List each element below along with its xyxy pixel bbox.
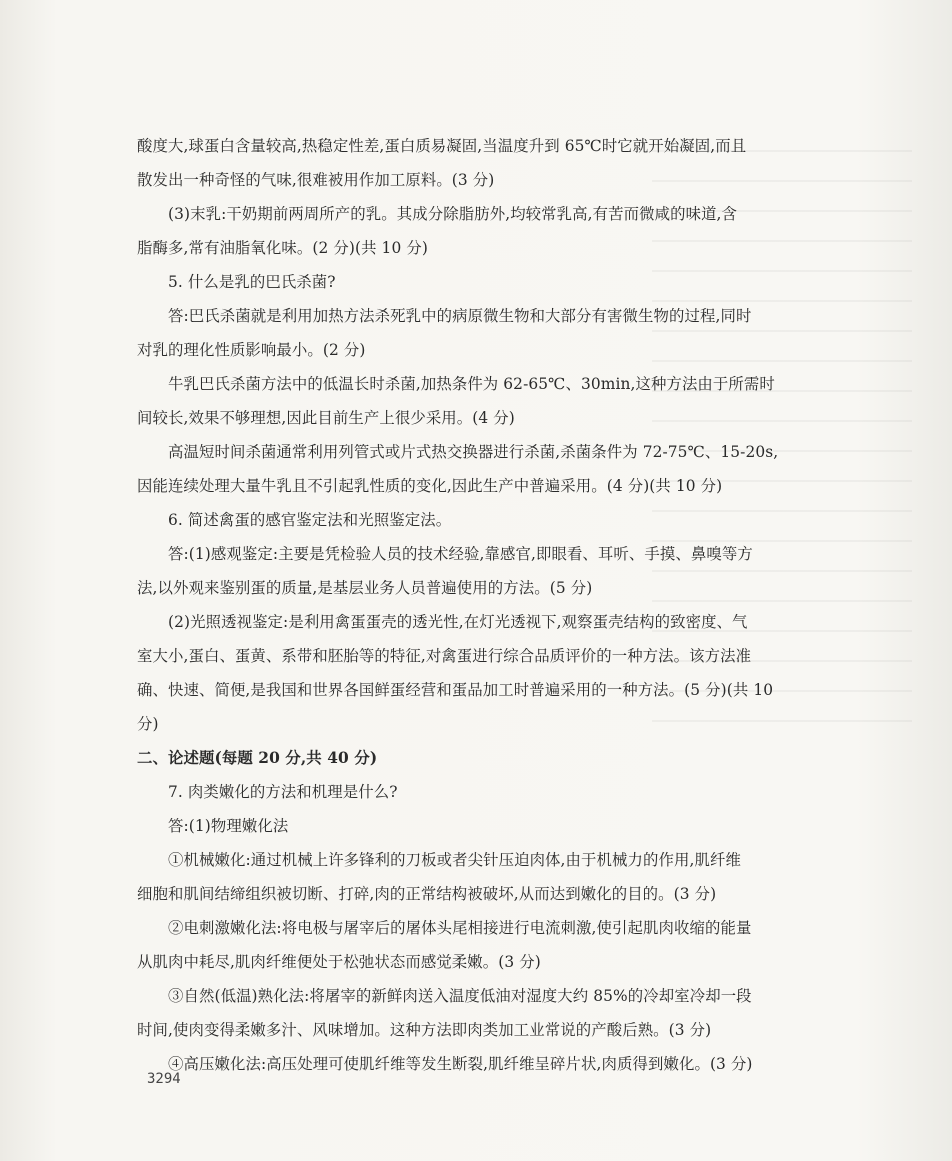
- paragraph-line: ③自然(低温)熟化法:将屠宰的新鲜肉送入温度低油对湿度大约 85%的冷却室冷却一段: [168, 987, 752, 1005]
- page-number: 3294: [147, 1071, 181, 1087]
- paragraph-line: 从肌肉中耗尽,肌肉纤维便处于松弛状态而感觉柔嫩。(3 分): [137, 953, 541, 971]
- paragraph-line: 室大小,蛋白、蛋黄、系带和胚胎等的特征,对禽蛋进行综合品质评价的一种方法。该方法准: [137, 647, 752, 665]
- paragraph-line: 脂酶多,常有油脂氧化味。(2 分)(共 10 分): [137, 239, 428, 257]
- paragraph-line: 答:(1)物理嫩化法: [168, 817, 289, 835]
- paragraph-line: 答:巴氏杀菌就是利用加热方法杀死乳中的病原微生物和大部分有害微生物的过程,同时: [168, 307, 752, 325]
- paragraph-line: 间较长,效果不够理想,因此目前生产上很少采用。(4 分): [137, 409, 515, 427]
- paragraph-line: (3)末乳:干奶期前两周所产的乳。其成分除脂肪外,均较常乳高,有苦而微咸的味道,含: [168, 205, 738, 223]
- paragraph-line: ②电刺激嫩化法:将电极与屠宰后的屠体头尾相接进行电流刺激,使引起肌肉收缩的能量: [168, 919, 752, 937]
- paragraph-line: 散发出一种奇怪的气味,很难被用作加工原料。(3 分): [137, 171, 495, 189]
- paragraph-line: 答:(1)感观鉴定:主要是凭检验人员的技术经验,靠感官,即眼看、耳听、手摸、鼻嗅等方: [168, 545, 753, 563]
- question-5: 5. 什么是乳的巴氏杀菌?: [168, 273, 336, 291]
- section-heading: 二、论述题(每题 20 分,共 40 分): [137, 749, 378, 767]
- paragraph-line: 对乳的理化性质影响最小。(2 分): [137, 341, 366, 359]
- document-body: [137, 136, 805, 1074]
- question-6: 6. 简述禽蛋的感官鉴定法和光照鉴定法。: [168, 511, 452, 529]
- paragraph-line: 时间,使肉变得柔嫩多汁、风味增加。这种方法即肉类加工业常说的产酸后熟。(3 分): [137, 1021, 712, 1039]
- paragraph-line: 高温短时间杀菌通常利用列管式或片式热交换器进行杀菌,杀菌条件为 72-75℃、15-20s,: [168, 443, 779, 461]
- paragraph-line: 牛乳巴氏杀菌方法中的低温长时杀菌,加热条件为 62-65℃、30min,这种方法由于所需时: [168, 375, 775, 393]
- paragraph-line: 确、快速、简便,是我国和世界各国鲜蛋经营和蛋品加工时普遍采用的一种方法。(5 分)(共 10: [137, 681, 774, 699]
- paragraph-line: 酸度大,球蛋白含量较高,热稳定性差,蛋白质易凝固,当温度升到 65℃时它就开始凝固,而且: [137, 137, 747, 155]
- paragraph-line: ④高压嫩化法:高压处理可使肌纤维等发生断裂,肌纤维呈碎片状,肉质得到嫩化。(3 分): [168, 1055, 753, 1073]
- paragraph-line: 细胞和肌间结缔组织被切断、打碎,肉的正常结构被破坏,从而达到嫩化的目的。(3 分): [137, 885, 717, 903]
- question-7: 7. 肉类嫩化的方法和机理是什么?: [168, 783, 398, 801]
- paragraph-line: 分): [137, 715, 159, 733]
- paragraph-line: 因能连续处理大量牛乳且不引起乳性质的变化,因此生产中普遍采用。(4 分)(共 10 分): [137, 477, 723, 495]
- paragraph-line: ①机械嫩化:通过机械上许多锋利的刀板或者尖针压迫肉体,由于机械力的作用,肌纤维: [168, 851, 741, 869]
- paragraph-line: 法,以外观来鉴别蛋的质量,是基层业务人员普遍使用的方法。(5 分): [137, 579, 593, 597]
- paragraph-line: (2)光照透视鉴定:是利用禽蛋蛋壳的透光性,在灯光透视下,观察蛋壳结构的致密度、气: [168, 613, 748, 631]
